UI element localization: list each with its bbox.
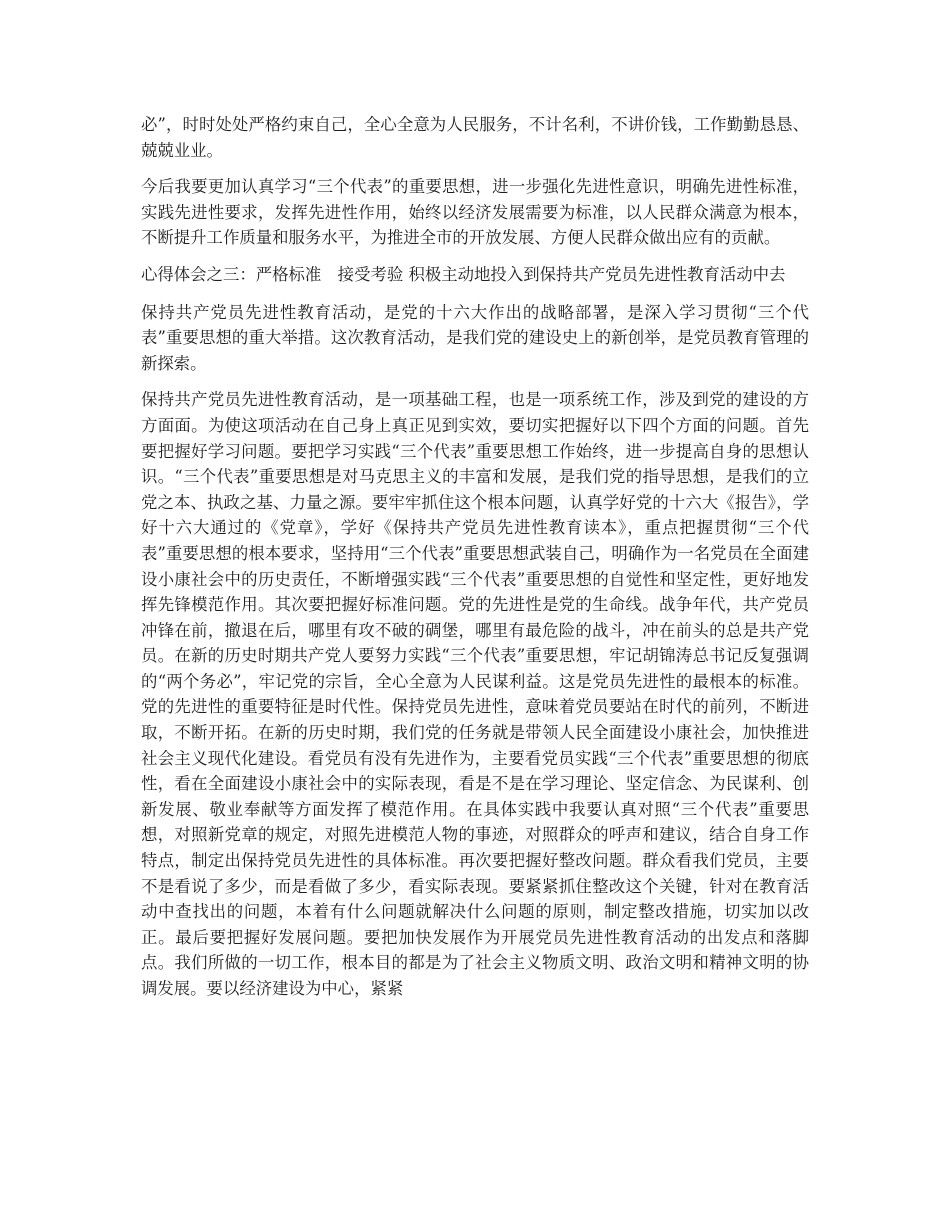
- paragraph-intro: 保持共产党员先进性教育活动，是党的十六大作出的战略部署，是深入学习贯彻“三个代表”重要思想的重大举措。这次教育活动，是我们党的建设史上的新创举，是党员教育管理的新探索。: [141, 302, 809, 373]
- paragraph-resolution: 今后我要更加认真学习“三个代表”的重要思想，进一步强化先进性意识，明确先进性标准，实践先进性要求，发挥先进性作用，始终以经济发展需要为标准，以人民群众满意为根本，不断提升工作质量和服务水平，为推进全市的开放发展、方便人民群众做出应有的贡献。: [141, 177, 809, 248]
- section-heading: 心得体会之三：严格标准 接受考验 积极主动地投入到保持共产党员先进性教育活动中去: [141, 264, 786, 284]
- paragraph-main-body: 保持共产党员先进性教育活动，是一项基础工程，也是一项系统工作，涉及到党的建设的方方面面。为使这项活动在自己身上真正见到实效，要切实把握好以下四个方面的问题。首先要把握好学习问题。要把学习实践“三个代表”重要思想工作始终，进一步提高自身的思想认识。“三个代表”重要思想是对马克思主义的丰富和发展，是我们党的指导思想，是我们的立党之本、执政之基、力量之源。要牢牢抓住这个根本问题，认真学好党的十六大《报告》，学好十六大通过的《党章》，学好《保持共产党员先进性教育读本》，重点把握贯彻“三个代表”重要思想的根本要求，坚持用“三个代表”重要思想武装自己，明确作为一名党员在全面建设小康社会中的历史责任，不断增强实践“三个代表”重要思想的自觉性和坚定性，更好地发挥先锋模范作用。其次要把握好标准问题。党的先进性是党的生命线。战争年代，共产党员冲锋在前，撤退在后，哪里有攻不破的碉堡，哪里有最危险的战斗，冲在前头的总是共产党员。在新的历史时期共产党人要努力实践“三个代表”重要思想，牢记胡锦涛总书记反复强调的“两个务必”，牢记党的宗旨，全心全意为人民谋利益。这是党员先进性的最根本的标准。党的先进性的重要特征是时代性。保持党员先进性，意味着党员要站在时代的前列，不断进取，不断开拓。在新的历史时期，我们党的任务就是带领人民全面建设小康社会，加快推进社会主义现代化建设。看党员有没有先进作为，主要看党员实践“三个代表”重要思想的彻底性，看在全面建设小康社会中的实际表现，看是不是在学习理论、坚定信念、为民谋利、创新发展、敬业奉献等方面发挥了模范作用。在具体实践中我要认真对照“三个代表”重要思想，对照新党章的规定，对照先进模范人物的事迹，对照群众的呼声和建议，结合自身工作特点，制定出保持党员先进性的具体标准。再次要把握好整改问题。群众看我们党员，主要不是看说了多少，而是看做了多少，看实际表现。要紧紧抓住整改这个关键，针对在教育活动中查找出的问题，本着有什么问题就解决什么问题的原则，制定整改措施，切实加以改正。最后要把握好发展问题。要把加快发展作为开展党员先进性教育活动的出发点和落脚点。我们所做的一切工作，根本目的都是为了社会主义物质文明、政治文明和精神文明的协调发展。要以经济建设为中心，紧紧: [141, 390, 809, 998]
- document-page: [141, 112, 809, 1013]
- paragraph-continuation: 必”，时时处处严格约束自己，全心全意为人民服务，不计名利，不讲价钱，工作勤勤恳恳、兢兢业业。: [141, 115, 809, 160]
